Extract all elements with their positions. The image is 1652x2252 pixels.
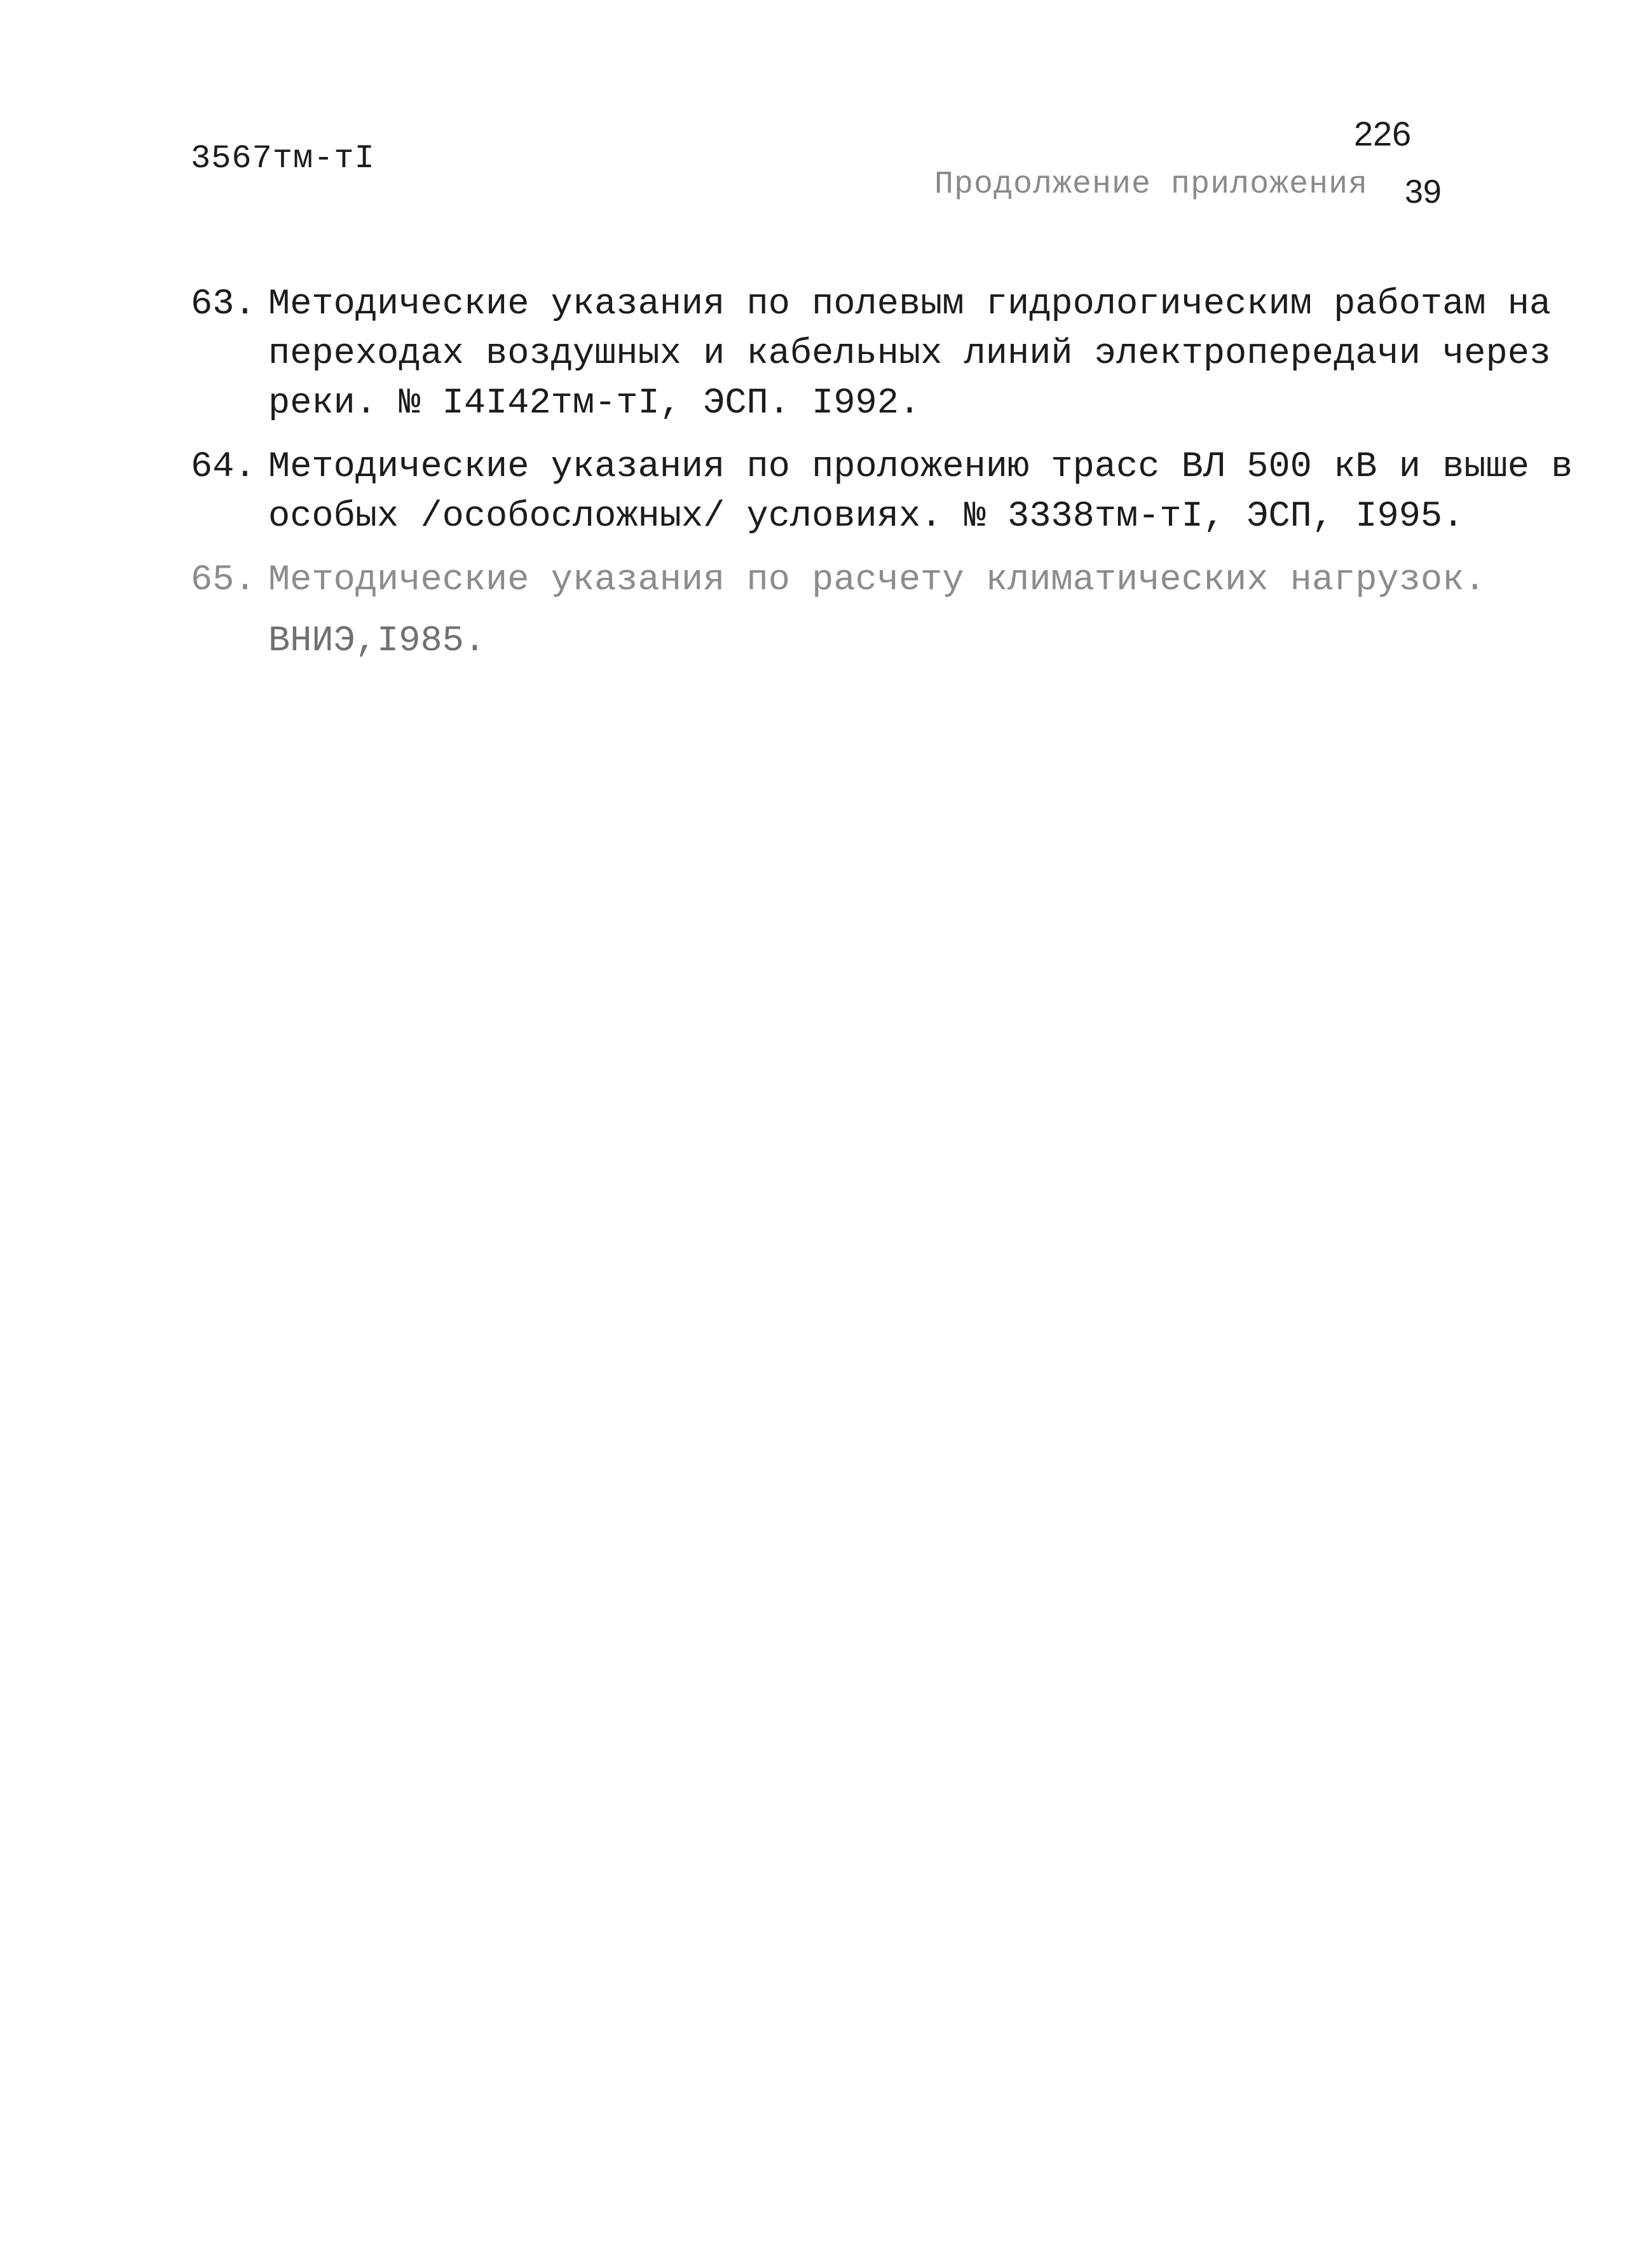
reference-text: переходах воздушных и кабельных линий электропередачи через: [268, 334, 1552, 374]
reference-item-63: [191, 280, 1552, 428]
reference-text: Методические указания по полевым гидрологическим работам на: [268, 284, 1552, 325]
reference-text: Методические указания по расчету климатических нагрузок.: [268, 560, 1486, 601]
reference-number: 63.: [191, 284, 256, 325]
reference-item-64: [191, 442, 1573, 542]
reference-number: 65.: [191, 560, 256, 601]
reference-text: особых /особосложных/ условиях. № 3338тм-тI, ЭСП, I995.: [268, 496, 1464, 537]
document-code: 3567тм-тI: [191, 140, 375, 177]
reference-line: [191, 329, 1552, 379]
appendix-caption: Продолжение приложения: [934, 167, 1369, 203]
reference-item-65: [191, 556, 1486, 666]
page-number: 226: [1354, 115, 1412, 153]
reference-line: [191, 492, 1462, 542]
appendix-number: 39: [1405, 174, 1442, 210]
reference-line: [191, 617, 1462, 666]
reference-number: 64.: [191, 447, 256, 488]
reference-line: [191, 379, 1462, 428]
reference-text: ВНИЭ,I985.: [268, 621, 486, 662]
reference-text: Методические указания по проложению трасс ВЛ 500 кВ и выше в: [268, 447, 1573, 488]
reference-text: реки. № I4I42тм-тI, ЭСП. I992.: [268, 383, 921, 424]
reference-line: [191, 442, 1573, 492]
reference-line: [191, 280, 1552, 329]
reference-list: [191, 280, 1573, 680]
reference-line: [191, 556, 1486, 605]
